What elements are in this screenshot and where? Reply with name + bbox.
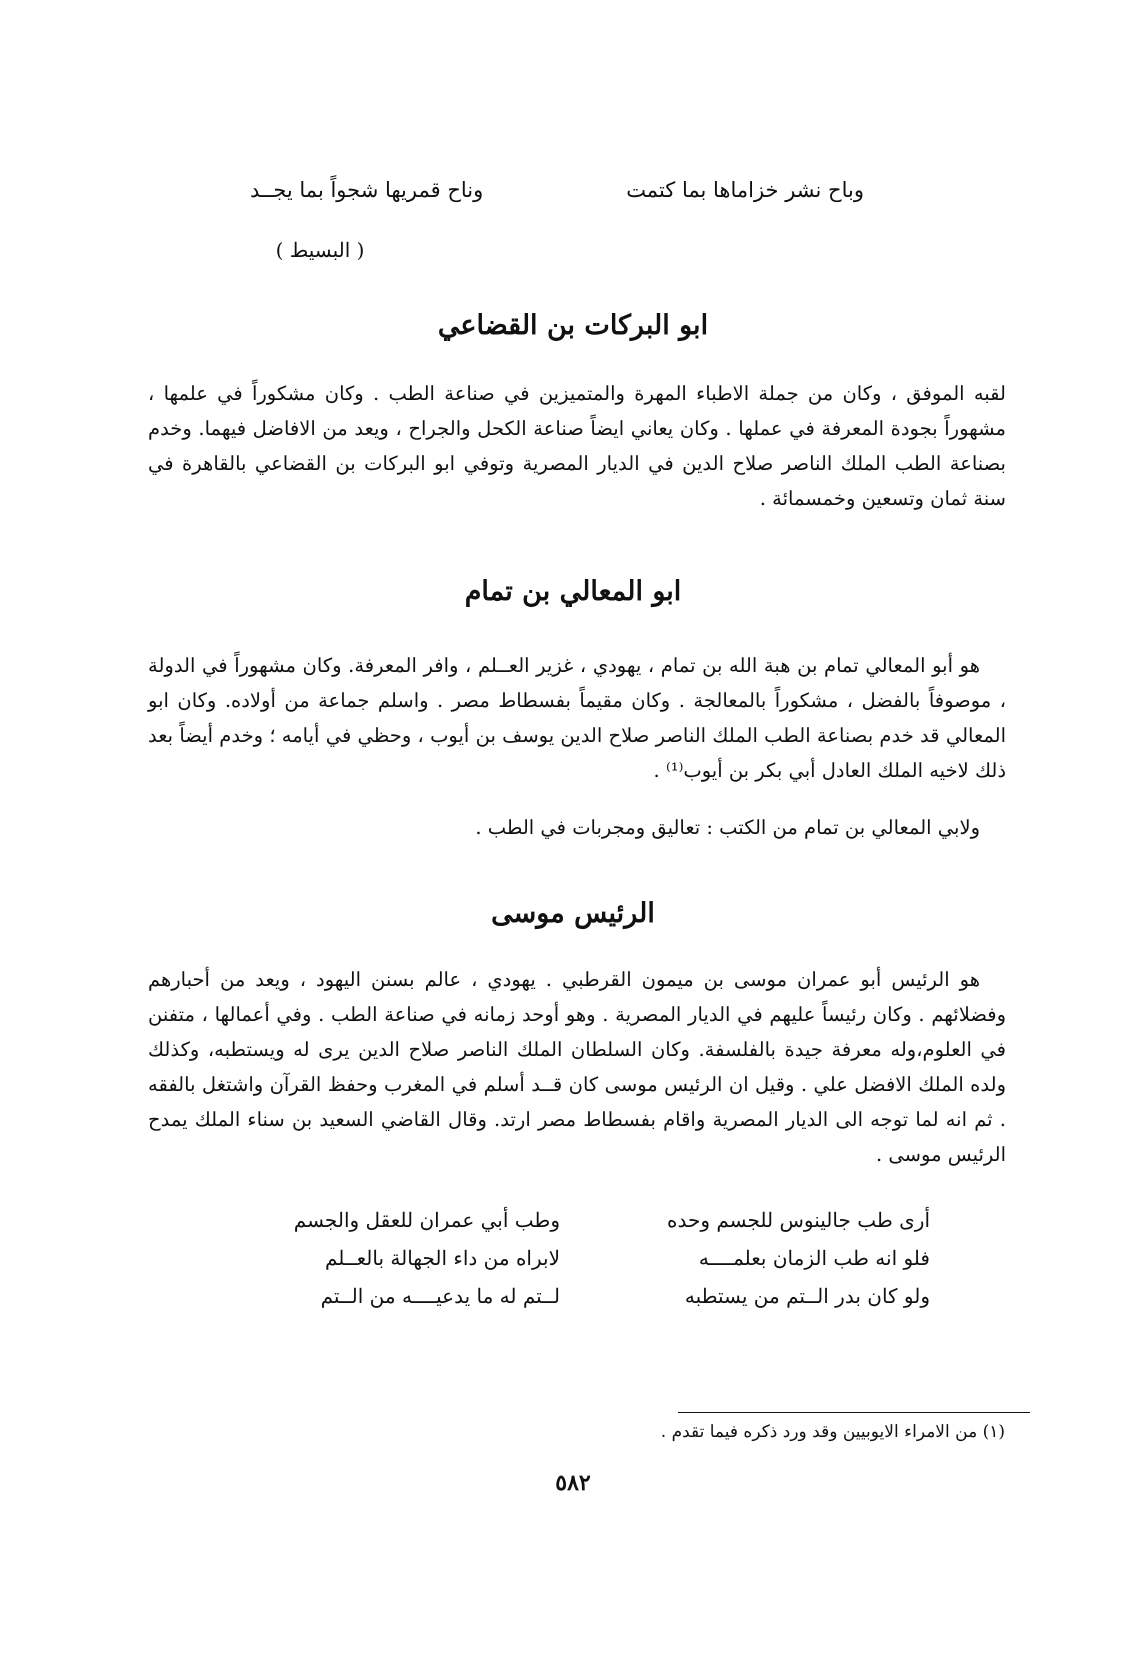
verse-first-hemistich: وباح نشر خزاماها بما كتمت — [626, 178, 864, 202]
poem-second-hemistich: لابراه من داء الجهالة بالعــلم — [324, 1246, 560, 1270]
poem-second-hemistich: وطب أبي عمران للعقل والجسم — [293, 1208, 560, 1232]
poem — [230, 1208, 930, 1322]
paragraph-abu-al-maali-books: ولابي المعالي بن تمام من الكتب : تعاليق ومجربات في الطب . — [475, 816, 980, 839]
paragraph-al-rais-musa: هو الرئيس أبو عمران موسى بن ميمون القرطبي . يهودي ، عالم بسنن اليهود ، ويعد من أحبارهم وفضلائهم . وكان رئيساً عليهم في الديار المصرية . وهو أوحد زمانه في صناعة الطب . وفي أعمالها ، متفنن في العلوم،وله معرفة جيدة بالفلسفة. وكان السلطان الملك الناصر صلاح الدين يرى له ويستطبه، وكذلك ولده الملك الافضل علي . وقيل ان الرئيس موسى كان قــد أسلم في المغرب وحفظ القرآن واشتغل بالفقه . ثم انه لما توجه الى الديار المصرية واقام بفسطاط مصر ارتد. وقال القاضي السعيد بن سناء الملك يمدح الرئيس موسى . — [148, 968, 1006, 1166]
poem-first-hemistich: فلو انه طب الزمان بعلمــــه — [698, 1246, 930, 1270]
footnote-divider — [678, 1412, 1030, 1413]
verse-second-hemistich: وناح قمريها شجواً بما يجــد — [250, 178, 484, 202]
opening-verse — [0, 178, 1146, 218]
poem-first-hemistich: ولو كان بدر الــتم من يستطبه — [684, 1284, 930, 1308]
poem-line — [230, 1284, 930, 1322]
page-number: ٥٨٢ — [555, 1470, 591, 1496]
poem-line — [230, 1246, 930, 1284]
poetic-meter-label: ( البسيط ) — [275, 238, 365, 262]
paragraph-abu-al-maali: هو أبو المعالي تمام بن هبة الله بن تمام ، يهودي ، غزير العــلم ، وافر المعرفة. وكان مشهوراً في الدولة ، موصوفاً بالفضل ، مشكوراً بالمعالجة . وكان مقيماً بفسطاط مصر . واسلم جماعة من أولاده. وكان ابو المعالي قد خدم بصناعة الطب الملك الناصر صلاح الدين يوسف بن أيوب ، وحظي في أيامه ؛ وخدم أيضاً بعد ذلك لاخيه الملك العادل أبي بكر بن أيوب⁽¹⁾ . — [148, 654, 1006, 782]
poem-first-hemistich: أرى طب جالينوس للجسم وحده — [667, 1208, 930, 1232]
section-heading-abu-al-maali: ابو المعالي بن تمام — [464, 576, 682, 607]
poem-line — [230, 1208, 930, 1246]
poem-second-hemistich: لــتم له ما يدعيــــه من الــتم — [320, 1284, 560, 1308]
section-heading-al-rais-musa: الرئيس موسى — [491, 898, 655, 929]
section-heading-abu-al-barakat: ابو البركات بن القضاعي — [437, 310, 709, 341]
footnote: (١) من الامراء الايوبيين وقد ورد ذكره فيما تقدم . — [660, 1422, 1005, 1442]
paragraph-abu-al-barakat: لقبه الموفق ، وكان من جملة الاطباء المهرة والمتميزين في صناعة الطب . وكان مشكوراً في علمها ، مشهوراً بجودة المعرفة في عملها . وكان يعاني ايضاً صناعة الكحل والجراح ، ويعد من الافاضل فيهما. وخدم بصناعة الطب الملك الناصر صلاح الدين في الديار المصرية وتوفي ابو البركات بن القضاعي بالقاهرة في سنة ثمان وتسعين وخمسمائة . — [148, 382, 1006, 510]
